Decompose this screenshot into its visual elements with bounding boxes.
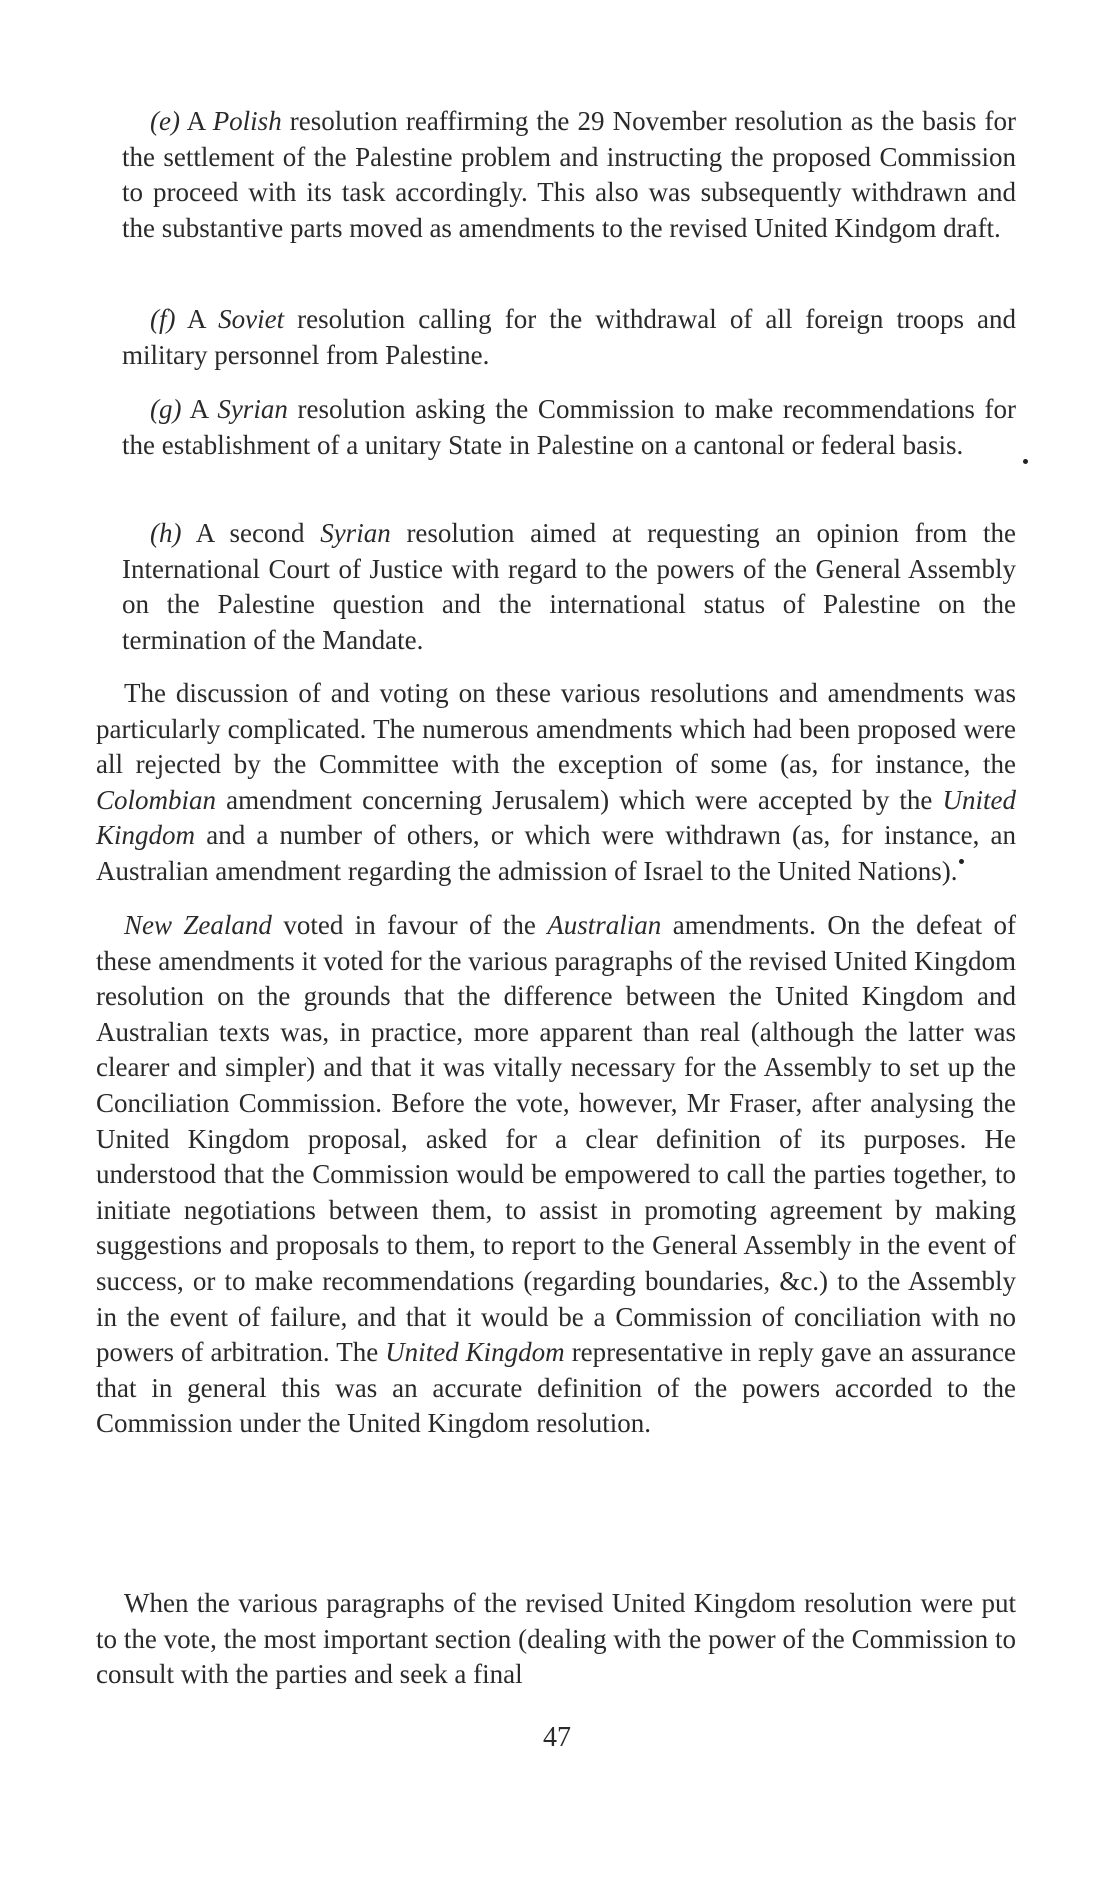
text-run: A second [181, 518, 321, 548]
text-run: A [179, 106, 213, 136]
country-name: Colombian [96, 784, 217, 815]
text-run: and a number of others, or which were withdrawn (as, for instance, an Australian amendment regarding the admission of Israel to the United Nations). [96, 820, 1016, 886]
stray-mark [1023, 459, 1028, 464]
stray-mark [959, 859, 964, 864]
text-run: resolution aimed at requesting an opinion from the International Court of Justice with regard to the powers of the General Assembly on the Palestine question and the international status of Palestine on the termination of the Mandate. [122, 518, 1016, 655]
text-run: When the various paragraphs of the revised United Kingdom resolution were put to the vote, the most important section (dealing with the power of the Commission to consult with the parties and seek a final [96, 1588, 1016, 1690]
text-run: A [181, 394, 218, 424]
country-name: New Zealand [124, 910, 272, 940]
paragraph-g [122, 392, 1016, 463]
text-run: A [175, 304, 219, 334]
item-label: (g) [150, 394, 182, 424]
country-name: Syrian [320, 518, 391, 548]
text-run: representative in reply gave an assurance that in general this was an accurate definition of the powers accorded to the Commission under the United Kingdom resolution. [96, 1337, 1016, 1439]
text-run: The discussion of and voting on these various resolutions and amendments was particularly complicated. The numerous amendments which had been proposed were all rejected by the Committee with the exception of some (as, for instance, the [96, 678, 1016, 780]
text-run: amendment concerning Jerusalem) which were accepted by the [216, 784, 943, 815]
country-name: United Kingdom [385, 1337, 565, 1368]
text-run: resolution calling for the withdrawal of all foreign troops and military personnel from Palestine. [122, 304, 1016, 370]
paragraph-h [122, 516, 1016, 658]
text-run: resolution asking the Commission to make recommendations for the establishment of a unitary State in Palestine on a cantonal or federal basis. [122, 394, 1016, 460]
paragraph-e [122, 104, 1016, 246]
item-label: (h) [150, 518, 182, 548]
paragraph-new-zealand [96, 908, 1016, 1442]
text-run: voted in favour of the [271, 910, 548, 940]
country-name: Soviet [218, 304, 285, 334]
paragraph-f [122, 302, 1016, 373]
country-name: Australian [547, 910, 662, 940]
country-name: Polish [212, 106, 282, 136]
item-label: (e) [150, 106, 180, 136]
item-label: (f) [150, 304, 176, 334]
text-run: resolution reaffirming the 29 November resolution as the basis for the settlement of the Palestine problem and instructing the proposed Commission to proceed with its task accordingly. This also was subsequently withdrawn and the substantive parts moved as amendments to the revised United Kindgom draft. [122, 106, 1016, 243]
paragraph-vote [96, 1586, 1016, 1693]
paragraph-discussion [96, 676, 1016, 890]
page-number: 47 [543, 1722, 571, 1753]
country-name: United Kingdom [96, 784, 1016, 851]
text-run: amendments. On the defeat of these amendments it voted for the various paragraphs of the revised United Kingdom resolution on the grounds that the difference between the United Kingdom and Australian texts was, in practice, more apparent than real (although the latter was clearer and simpler) and that it was vitally necessary for the Assembly to set up the Conciliation Commission. Before the vote, however, Mr Fraser, after analysing the United Kingdom proposal, asked for a clear definition of its purposes. He understood that the Commission would be empowered to call the parties together, to initiate negotiations between them, to assist in promoting agreement by making suggestions and proposals to them, to report to the General Assembly in the event of success, or to make recommendations (regarding boundaries, &c.) to the Assembly in the event of failure, and that it would be a Commission of conciliation with no powers of arbitration. The [96, 910, 1016, 1368]
country-name: Syrian [217, 394, 288, 424]
